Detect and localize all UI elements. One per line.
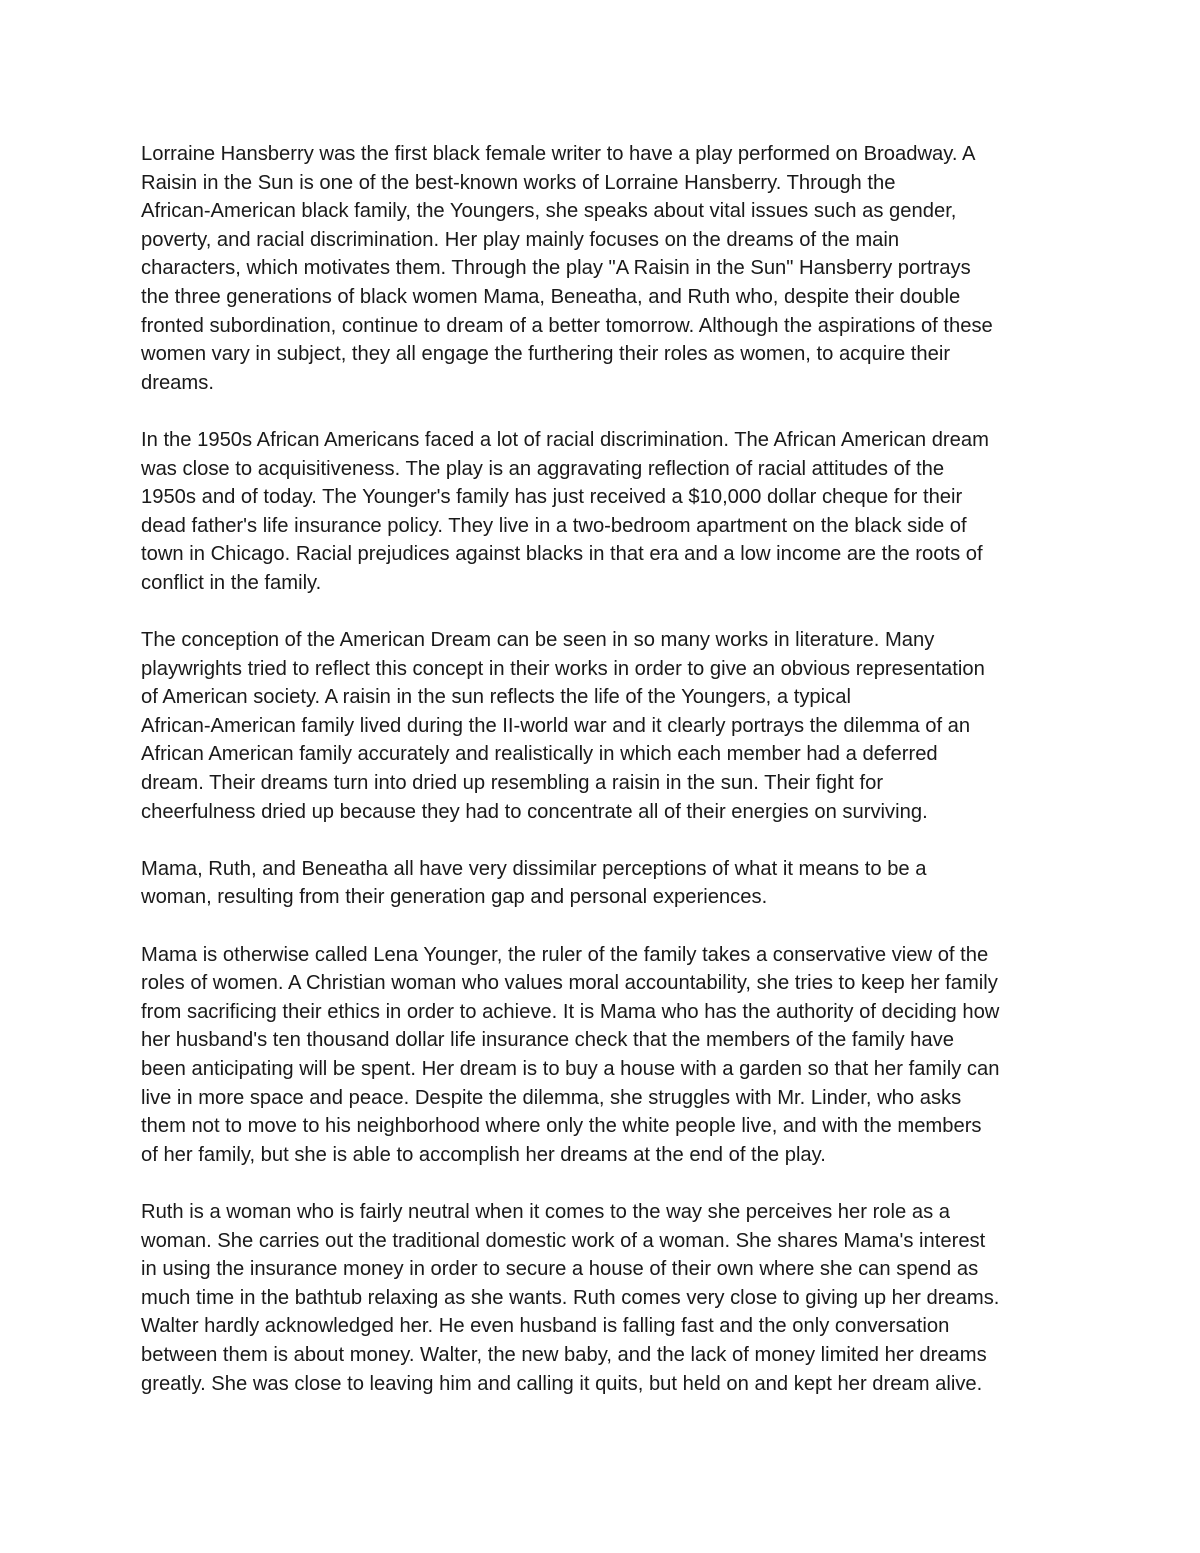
text-line: dead father's life insurance policy. They live in a two-bedroom apartment on the black side of — [141, 514, 967, 537]
text-line: The conception of the American Dream can be seen in so many works in literature. Many — [141, 629, 935, 652]
text-line: between them is about money. Walter, the new baby, and the lack of money limited her dreams — [141, 1343, 987, 1366]
text-line: Mama is otherwise called Lena Younger, the ruler of the family takes a conservative view of the — [141, 943, 989, 966]
text-line: live in more space and peace. Despite the dilemma, she struggles with Mr. Linder, who asks — [141, 1086, 962, 1109]
text-line: conflict in the family. — [141, 571, 322, 594]
text-line: In the 1950s African Americans faced a lot of racial discrimination. The African American dream — [141, 428, 989, 451]
text-line: fronted subordination, continue to dream of a better tomorrow. Although the aspirations of these — [141, 314, 993, 337]
text-line: Raisin in the Sun is one of the best-known works of Lorraine Hansberry. Through the — [141, 171, 896, 194]
text-line: poverty, and racial discrimination. Her play mainly focuses on the dreams of the main — [141, 228, 900, 251]
text-line: of American society. A raisin in the sun reflects the life of the Youngers, a typical — [141, 686, 851, 709]
paragraph-5 — [141, 941, 1071, 1170]
text-line: was close to acquisitiveness. The play is an aggravating reflection of racial attitudes of the — [141, 457, 945, 480]
text-line: woman. She carries out the traditional domestic work of a woman. She shares Mama's interest — [141, 1229, 986, 1252]
text-line: Walter hardly acknowledged her. He even husband is falling fast and the only conversation — [141, 1315, 950, 1338]
text-line: Ruth is a woman who is fairly neutral when it comes to the way she perceives her role as a — [141, 1200, 950, 1223]
text-line: from sacrificing their ethics in order to achieve. It is Mama who has the authority of deciding how — [141, 1000, 1000, 1023]
text-line: women vary in subject, they all engage the furthering their roles as women, to acquire their — [141, 343, 951, 366]
paragraph-3 — [141, 626, 1071, 826]
text-line: African-American family lived during the II-world war and it clearly portrays the dilemma of an — [141, 714, 971, 737]
text-line: cheerfulness dried up because they had to concentrate all of their energies on surviving. — [141, 800, 928, 823]
paragraph-4 — [141, 855, 1071, 912]
document-body — [141, 140, 1071, 1427]
text-line: the three generations of black women Mama, Beneatha, and Ruth who, despite their double — [141, 285, 961, 308]
text-line: Mama, Ruth, and Beneatha all have very dissimilar perceptions of what it means to be a — [141, 857, 927, 880]
text-line: her husband's ten thousand dollar life insurance check that the members of the family have — [141, 1029, 954, 1052]
text-line: Lorraine Hansberry was the first black female writer to have a play performed on Broadway. A — [141, 143, 976, 165]
text-line: dream. Their dreams turn into dried up resembling a raisin in the sun. Their fight for — [141, 772, 884, 795]
text-line: characters, which motivates them. Through the play "A Raisin in the Sun" Hansberry portrays — [141, 257, 971, 280]
text-line: playwrights tried to reflect this concept in their works in order to give an obvious representation — [141, 657, 985, 680]
text-line: been anticipating will be spent. Her dream is to buy a house with a garden so that her family can — [141, 1058, 1000, 1080]
paragraph-2 — [141, 426, 1071, 598]
paragraph-1 — [141, 140, 1071, 397]
text-line: greatly. She was close to leaving him and calling it quits, but held on and kept her dream alive. — [141, 1372, 983, 1395]
text-line: in using the insurance money in order to secure a house of their own where she can spend as — [141, 1258, 979, 1281]
text-line: of her family, but she is able to accomplish her dreams at the end of the play. — [141, 1143, 826, 1166]
text-line: African-American black family, the Youngers, she speaks about vital issues such as gender, — [141, 200, 957, 223]
text-line: much time in the bathtub relaxing as she wants. Ruth comes very close to giving up her dreams. — [141, 1286, 1000, 1309]
text-line: them not to move to his neighborhood where only the white people live, and with the members — [141, 1115, 982, 1138]
text-line: 1950s and of today. The Younger's family has just received a $10,000 dollar cheque for their — [141, 486, 963, 509]
text-line: woman, resulting from their generation gap and personal experiences. — [141, 886, 768, 909]
text-line: dreams. — [141, 371, 214, 394]
paragraph-6 — [141, 1198, 1071, 1398]
text-line: town in Chicago. Racial prejudices against blacks in that era and a low income are the roots of — [141, 543, 983, 566]
text-line: African American family accurately and realistically in which each member had a deferred — [141, 743, 938, 766]
text-line: roles of women. A Christian woman who values moral accountability, she tries to keep her family — [141, 972, 998, 995]
